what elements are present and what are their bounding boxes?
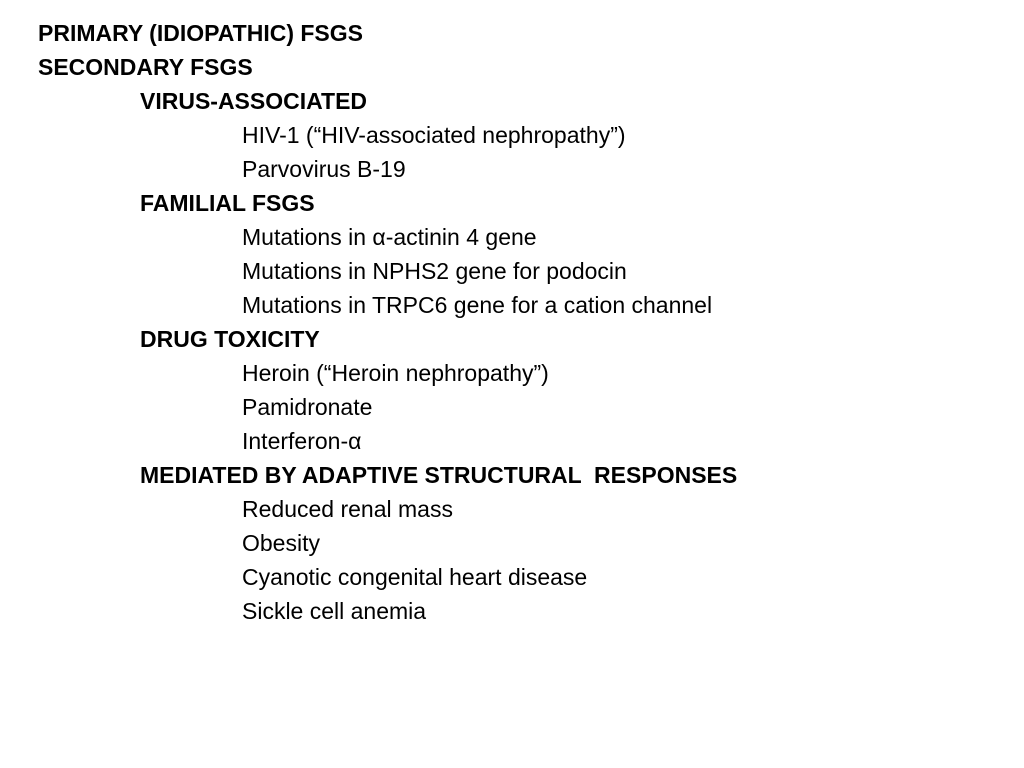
list-item: Parvovirus B-19 (242, 156, 406, 182)
subheading-virus-associated: VIRUS-ASSOCIATED (140, 88, 368, 114)
subheading-adaptive-responses: MEDIATED BY ADAPTIVE STRUCTURAL RESPONSES (140, 462, 738, 488)
list-item: Cyanotic congenital heart disease (242, 564, 588, 590)
list-item: Mutations in NPHS2 gene for podocin (242, 258, 627, 284)
list-item: Reduced renal mass (242, 496, 453, 522)
list-item: HIV-1 (“HIV-associated nephropathy”) (242, 122, 626, 148)
heading-primary-fsgs: PRIMARY (IDIOPATHIC) FSGS (38, 20, 363, 46)
list-item: Interferon-α (242, 428, 362, 454)
list-item: Pamidronate (242, 394, 373, 420)
subheading-drug-toxicity: DRUG TOXICITY (140, 326, 320, 352)
list-item: Mutations in α-actinin 4 gene (242, 224, 537, 250)
list-item: Obesity (242, 530, 320, 556)
heading-secondary-fsgs: SECONDARY FSGS (38, 54, 253, 80)
list-item: Heroin (“Heroin nephropathy”) (242, 360, 549, 386)
list-item: Mutations in TRPC6 gene for a cation channel (242, 292, 713, 318)
list-item: Sickle cell anemia (242, 598, 427, 624)
subheading-familial-fsgs: FAMILIAL FSGS (140, 190, 315, 216)
